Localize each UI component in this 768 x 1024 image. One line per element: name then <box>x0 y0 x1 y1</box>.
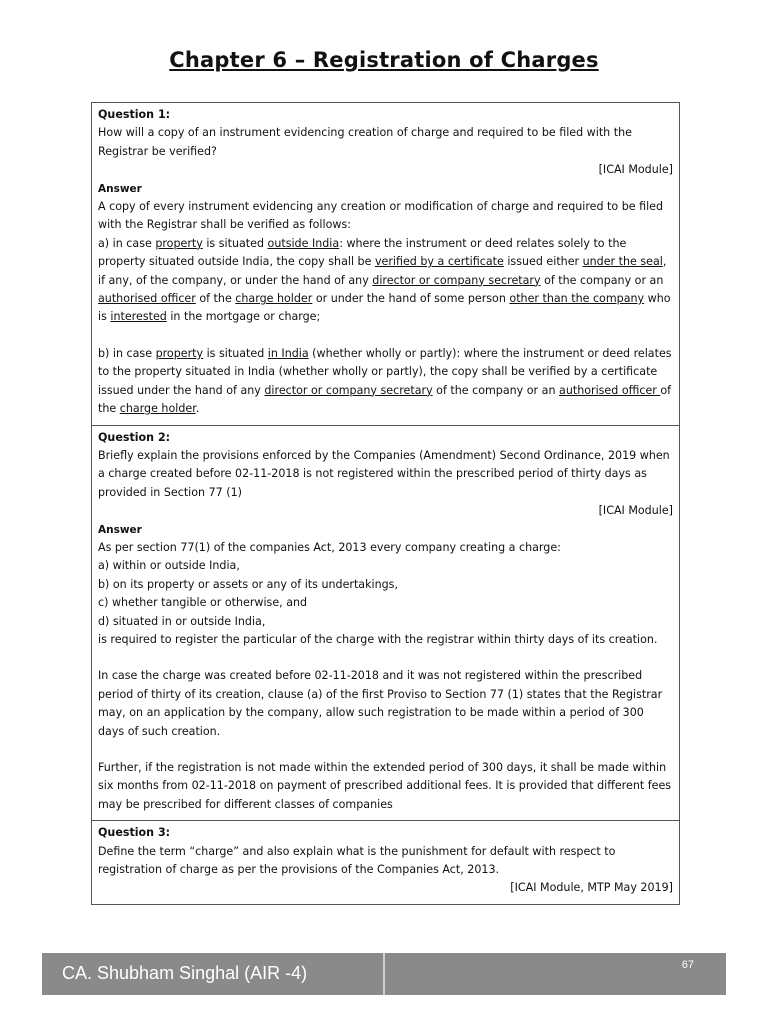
question-label: Question 2: <box>98 430 171 444</box>
question-block-3 <box>92 821 679 904</box>
answer-clause-a: a) in case property is situated outside India: where the instrument or deed relates solely to the property situated outside India, the copy shall be verified by a certificate issued either under the seal, if any, of the company, or under the hand of any director or company secretary of the company or an authorised officer of the charge holder or under the hand of some person other than the company who is interested in the mortgage or charge; <box>98 236 671 324</box>
questions-table <box>91 102 680 905</box>
author-name: CA. Shubham Singhal (AIR -4) <box>62 963 308 983</box>
answer-intro: A copy of every instrument evidencing any creation or modification of charge and required to be filed with the Registrar shall be verified as follows: <box>98 200 664 232</box>
question-source: [ICAI Module] <box>598 504 673 518</box>
question-label: Question 3: <box>98 826 171 840</box>
question-text: How will a copy of an instrument evidencing creation of charge and required to be filed with the Registrar be verified? <box>98 126 632 158</box>
answer-label: Answer <box>98 182 142 195</box>
question-block-2 <box>92 426 679 822</box>
answer-paragraph: Further, if the registration is not made within the extended period of 300 days, it shall be made within six months from 02-11-2018 on payment of prescribed additional fees. It is provided that different fees may be prescribed for different classes of companies <box>98 761 672 811</box>
page-title: Chapter 6 – Registration of Charges <box>169 48 599 72</box>
question-block-1 <box>92 103 679 426</box>
answer-line: a) within or outside India, <box>98 559 240 573</box>
answer-line: d) situated in or outside India, <box>98 614 266 628</box>
question-label: Question 1: <box>98 108 171 121</box>
answer-label: Answer <box>98 523 142 536</box>
answer-clause-b: b) in case property is situated in India (whether wholly or partly): where the instrument or deed relates to the property situated in India (whether wholly or partly), the copy shall be verified by a certificate issued under the hand of any director or company secretary of the company or an authorised officer of the charge holder. <box>98 346 672 416</box>
question-text: Define the term “charge” and also explain what is the punishment for default with respect to registration of charge as per the provisions of the Companies Act, 2013. <box>98 844 616 877</box>
question-source: [ICAI Module, MTP May 2019] <box>510 881 673 895</box>
answer-line: b) on its property or assets or any of its undertakings, <box>98 577 398 591</box>
answer-paragraph: In case the charge was created before 02-11-2018 and it was not registered within the prescribed period of thirty of its creation, clause (a) of the first Proviso to Section 77 (1) states that the Registrar may, on an application by the company, allow such registration to be made within a period of 300 days of such creation. <box>98 669 663 738</box>
answer-line: As per section 77(1) of the companies Act, 2013 every company creating a charge: <box>98 540 561 554</box>
question-text: Briefly explain the provisions enforced by the Companies (Amendment) Second Ordinance, 2019 when a charge created before 02-11-2018 is not registered within the prescribed period of thirty days as provided in Section 77 (1) <box>98 448 670 499</box>
footer-divider <box>383 953 385 995</box>
page-number: 67 <box>681 959 694 971</box>
page-footer <box>42 953 726 995</box>
question-source: [ICAI Module] <box>598 163 673 177</box>
answer-line: is required to register the particular of the charge with the registrar within thirty days of its creation. <box>98 632 658 646</box>
answer-line: c) whether tangible or otherwise, and <box>98 596 308 610</box>
